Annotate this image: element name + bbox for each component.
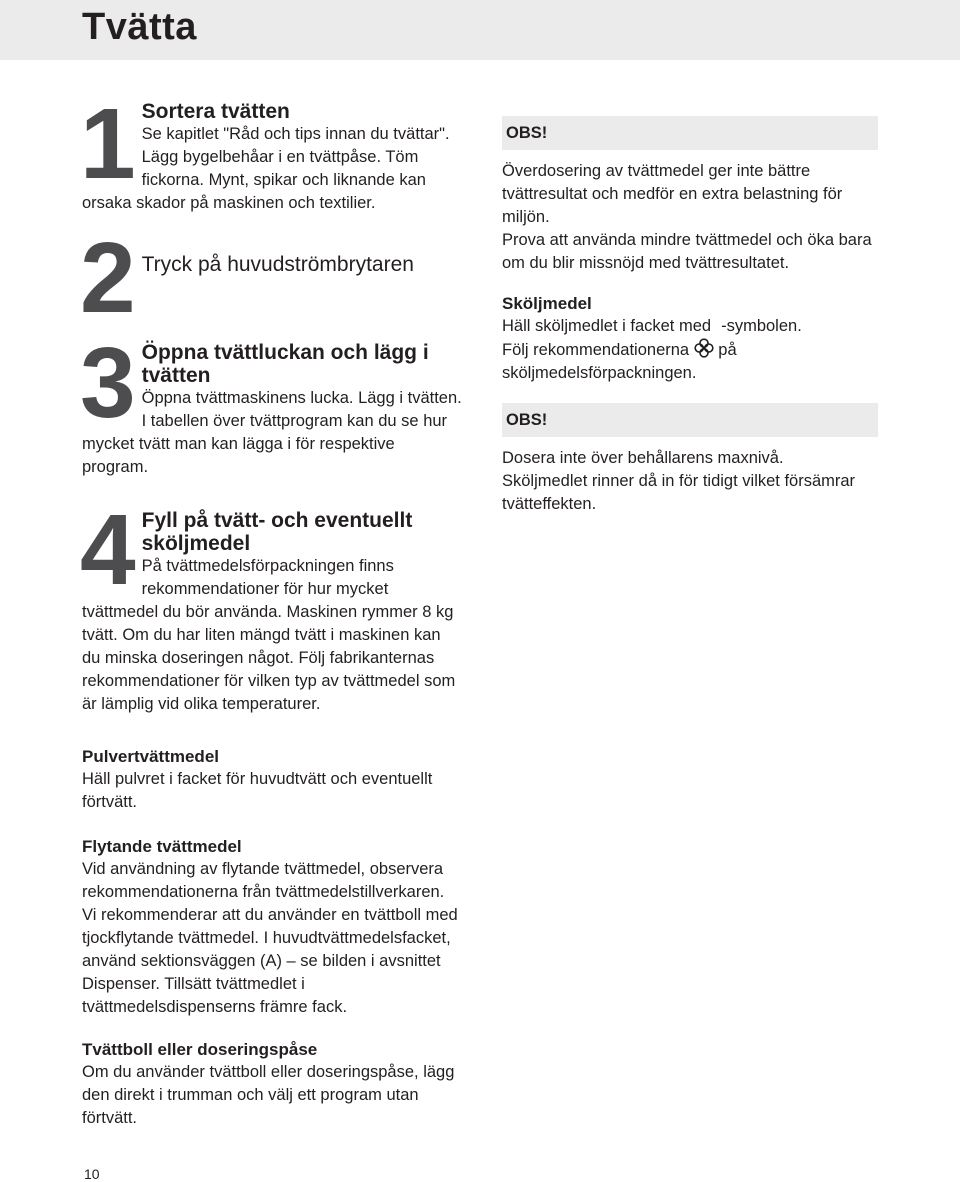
section-body: Vid användning av flytande tvättmedel, observera rekommendationerna från tvättmedelstillverkaren. Vi rekommenderar att du använder en tvättboll med tjockflytande tvättmedel. I huvudtvättmedelsfacket, använd sektionsväggen (A) – se bilden i avsnittet Dispenser. Tillsätt tvättmedlet i tvättmedelsdispenserns främre fack. bbox=[82, 860, 458, 1016]
rinse-text: på sköljmedelsförpackningen. bbox=[502, 341, 737, 382]
section-body: Häll pulvret i facket för huvudtvätt och eventuellt förtvätt. bbox=[82, 770, 433, 811]
step-2 bbox=[80, 222, 462, 334]
rinse-text: -symbolen. bbox=[721, 317, 802, 335]
step-title: Fyll på tvätt- och eventuellt sköljmedel bbox=[141, 509, 413, 555]
step-body: Se kapitlet "Råd och tips innan du tvättar". Lägg bygelbehåar i en tvättpåse. Töm fickorna. Mynt, spikar och liknande kan orsaka skador på maskinen och textilier. bbox=[82, 125, 450, 212]
section-liquid bbox=[82, 836, 462, 1019]
obs-text: Överdosering av tvättmedel ger inte bättre tvättresultat och medför en extra belastning för miljön. bbox=[502, 162, 843, 226]
rinse-line-1 bbox=[502, 315, 878, 338]
step-title: Sortera tvätten bbox=[141, 100, 290, 123]
section-title: Sköljmedel bbox=[502, 294, 592, 313]
obs-note-2 bbox=[502, 447, 878, 516]
obs-label: OBS! bbox=[502, 116, 878, 150]
obs-text: Dosera inte över behållarens maxnivå. bbox=[502, 449, 784, 467]
step-1 bbox=[80, 88, 462, 215]
step-number: 1 bbox=[80, 88, 136, 200]
section-body: Om du använder tvättboll eller doseringspåse, lägg den direkt i trumman och välj ett program utan förtvätt. bbox=[82, 1063, 455, 1127]
obs-text: Prova att använda mindre tvättmedel och öka bara om du blir missnöjd med tvättresultatet. bbox=[502, 231, 872, 272]
page-header bbox=[0, 0, 960, 60]
step-number: 4 bbox=[80, 494, 136, 606]
section-powder bbox=[82, 746, 462, 814]
step-number: 3 bbox=[80, 327, 136, 439]
section-title: Tvättboll eller doseringspåse bbox=[82, 1040, 318, 1059]
obs-note-1 bbox=[502, 160, 878, 275]
section-title: Flytande tvättmedel bbox=[82, 837, 242, 856]
step-number: 2 bbox=[80, 222, 136, 334]
step-title: Öppna tvättluckan och lägg i tvätten bbox=[141, 341, 429, 387]
page-title: Tvätta bbox=[82, 6, 197, 48]
rinse-text: Häll sköljmedlet i facket med bbox=[502, 317, 712, 335]
step-body: Öppna tvättmaskinens lucka. Lägg i tvätten. I tabellen över tvättprogram kan du se hur mycket tvätt man kan lägga i för respektive program. bbox=[82, 389, 462, 476]
section-title: Pulvertvättmedel bbox=[82, 747, 219, 766]
rinse-text: Följ rekommendationerna bbox=[502, 341, 690, 359]
rinse-line-2 bbox=[502, 338, 878, 385]
step-3 bbox=[80, 327, 462, 479]
page-number: 10 bbox=[84, 1166, 100, 1182]
step-body: På tvättmedelsförpackningen finns rekommendationer för hur mycket tvättmedel du bör använda. Maskinen rymmer 8 kg tvätt. Om du har liten mängd tvätt i maskinen kan du minska doseringen något. Följ fabrikanternas rekommendationer för vilken typ av tvättmedel som är lämplig vid olika temperaturer. bbox=[82, 557, 456, 713]
right-column bbox=[502, 116, 878, 516]
rinse-section bbox=[502, 293, 878, 385]
left-column bbox=[80, 88, 462, 1130]
obs-text: Sköljmedlet rinner då in för tidigt vilket försämrar tvätteffekten. bbox=[502, 472, 856, 513]
step-4 bbox=[80, 494, 462, 716]
section-ball bbox=[82, 1039, 462, 1130]
obs-label: OBS! bbox=[502, 403, 878, 437]
flower-icon bbox=[694, 338, 714, 358]
step-title: Tryck på huvudströmbrytaren bbox=[141, 253, 414, 276]
